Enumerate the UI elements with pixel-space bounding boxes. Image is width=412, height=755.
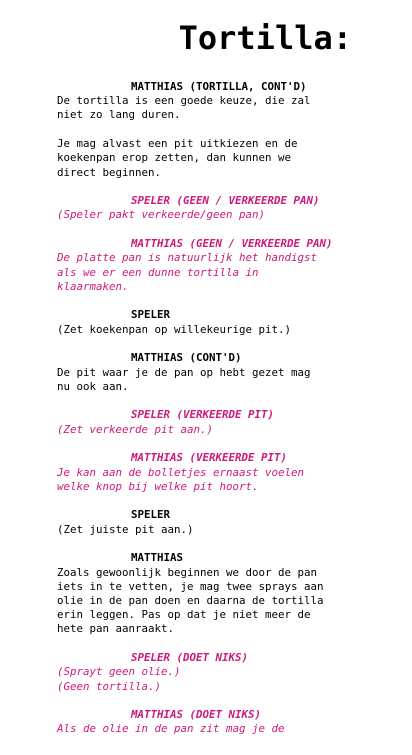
script-block: [57, 137, 402, 180]
dialogue-line: nu ook aan.: [57, 379, 129, 393]
character-cue: MATTHIAS (VERKEERDE PIT): [131, 451, 288, 465]
character-cue: MATTHIAS (DOET NIKS): [131, 708, 262, 722]
character-cue: MATTHIAS (GEEN / VERKEERDE PAN): [131, 237, 333, 251]
dialogue-line: (Zet verkeerde pit aan.): [57, 422, 214, 436]
script-block: [57, 651, 402, 694]
dialogue-line: De platte pan is natuurlijk het handigst: [57, 251, 318, 265]
character-cue: MATTHIAS (CONT'D): [131, 351, 242, 365]
script-block: [57, 80, 402, 123]
script-body: [57, 80, 402, 751]
action-line: direct beginnen.: [57, 165, 162, 179]
script-block: [57, 708, 402, 736]
character-cue: SPELER (DOET NIKS): [131, 651, 249, 665]
character-cue: SPELER (GEEN / VERKEERDE PAN): [131, 194, 320, 208]
script-block: [57, 237, 402, 294]
dialogue-line: hete pan aanraakt.: [57, 622, 175, 636]
dialogue-line: Je kan aan de bolletjes ernaast voelen: [57, 465, 305, 479]
action-line: Je mag alvast een pit uitkiezen en de: [57, 137, 298, 151]
dialogue-line: (Geen tortilla.): [57, 679, 162, 693]
script-block: [57, 408, 402, 436]
script-block: [57, 308, 402, 336]
character-cue: SPELER: [131, 308, 171, 322]
script-block: [57, 351, 402, 394]
dialogue-line: (Speler pakt verkeerde/geen pan): [57, 208, 266, 222]
character-cue: SPELER (VERKEERDE PIT): [131, 408, 275, 422]
dialogue-line: olie in de pan doen en daarna de tortilla: [57, 593, 324, 607]
dialogue-line: (Zet koekenpan op willekeurige pit.): [57, 322, 292, 336]
dialogue-line: (Sprayt geen olie.): [57, 665, 181, 679]
character-cue: SPELER: [131, 508, 171, 522]
script-block: [57, 551, 402, 636]
character-cue: MATTHIAS: [131, 551, 184, 565]
dialogue-line: Als de olie in de pan zit mag je de: [57, 722, 285, 736]
dialogue-line: Zoals gewoonlijk beginnen we door de pan: [57, 565, 318, 579]
character-cue: MATTHIAS (TORTILLA, CONT'D): [131, 80, 307, 93]
page-title: Tortilla:: [178, 19, 352, 57]
dialogue-line: welke knop bij welke pit hoort.: [57, 479, 259, 493]
script-block: [57, 451, 402, 494]
dialogue-line: niet zo lang duren.: [57, 108, 181, 122]
dialogue-line: De tortilla is een goede keuze, die zal: [57, 94, 311, 108]
dialogue-line: iets in te vetten, je mag twee sprays aan: [57, 579, 324, 593]
action-line: koekenpan erop zetten, dan kunnen we: [57, 151, 292, 165]
dialogue-line: klaarmaken.: [57, 279, 129, 293]
script-block: [57, 508, 402, 536]
dialogue-line: De pit waar je de pan op hebt gezet mag: [57, 365, 311, 379]
script-block: [57, 194, 402, 222]
dialogue-line: erin leggen. Pas op dat je niet meer de: [57, 608, 311, 622]
dialogue-line: (Zet juiste pit aan.): [57, 522, 194, 536]
dialogue-line: als we er een dunne tortilla in: [57, 265, 259, 279]
